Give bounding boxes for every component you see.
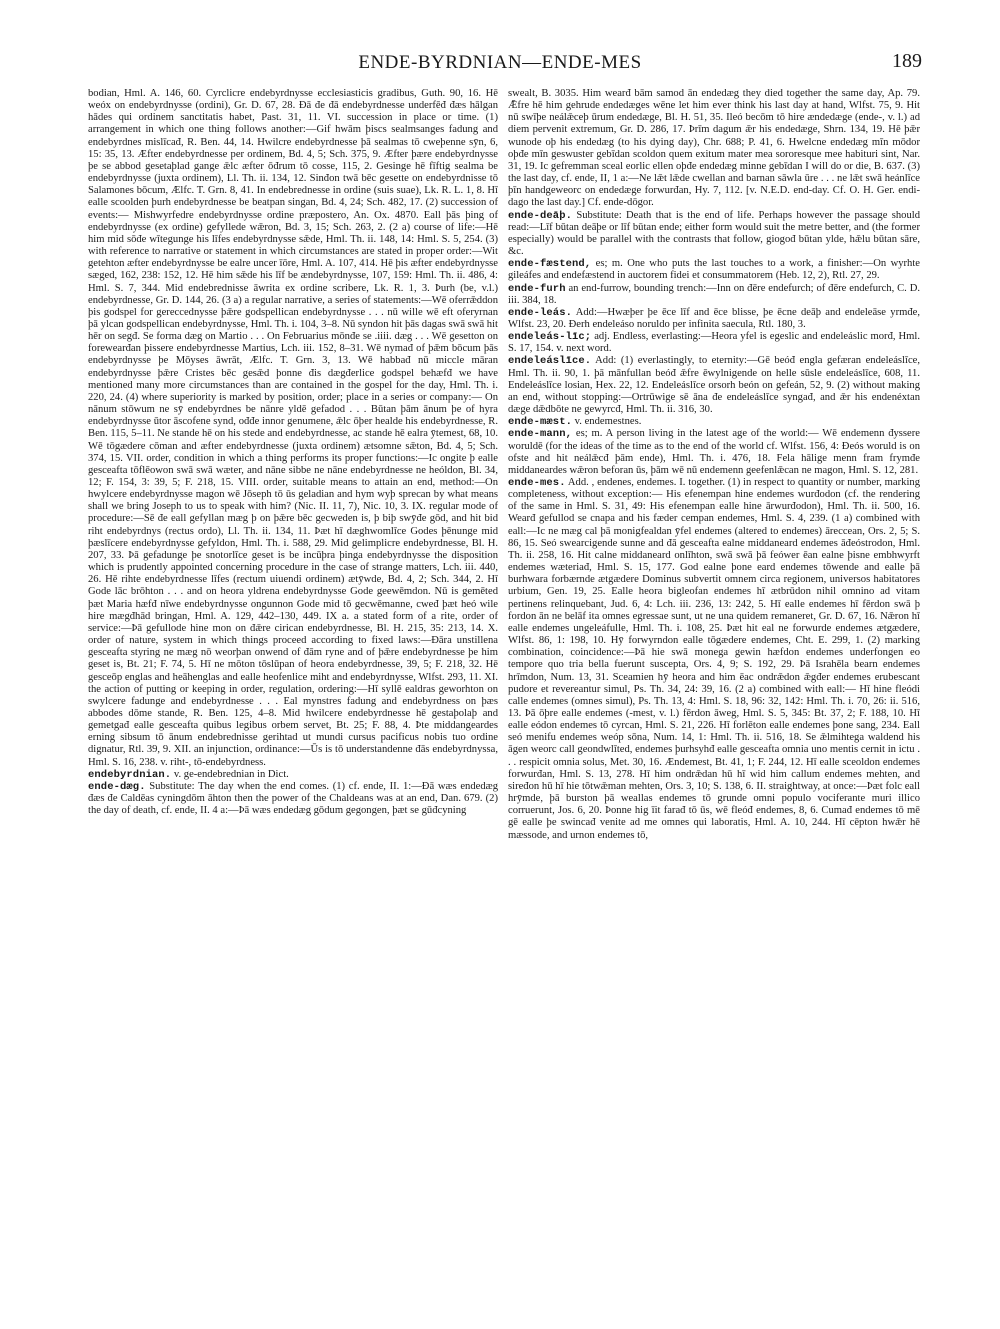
entry-headword: endeleás-līc;	[508, 331, 592, 344]
entry-text: bodian, Hml. A. 146, 60. Cyrclicre endebyrdnysse ecclesiasticis gradibus, Guth. 90, 16. Hē weóx on endebyrdnysse (ordini), Gr. D. 67, 28. Đā đe đā endebyrdnesse underfēđ đæs hālgan hādes qui ordinem sanctitatis habet, Past. 31, 11. VI. succession in place or time. (1) arrangement in which one thing follows another:—Gif hwām þiscs sealmsanges fadung and endebyrdnes mislīcađ, R. Ben. 44, 14. Hwilcre endebyrdnesse þā sealmas tō cweþenne sȳn, 6, 15: 35, 13. Æfter endebyrdnesse per ordinem, Bd. 4, 5; Sch. 375, 9. Æfter þære endebyrdnysse þe se abbod gesetaþlad gange ǣlc æfter ōđrum tō cosse, 115, 2. Gesinge hē fīftig sealma be endebyrdnysse (juxta ordinem), Ll. Th. ii. 134, 12. Sinđon twā bēc gesette on endebyrdnisse tō Salamones bōcum, Ælfc. T. Grn. 8, 41. In endebrednesse in ordine (suis suae), Lk. R. L. 1, 8. Hī ealle scoolden þurh endebyrdnesse be beatpan singan, Bd. 4, 24; Sch. 482, 17. (2) succession of events:— Mishwyrfedre endebyrdnysse ordine præpostero, An. Ox. 4870. Eall þās þing of endebyrdnysse (ex ordine) gefyllede wǣron, Bd. 3, 15; Sch. 263, 2. (2 a) course of life:—Hē him mid sōđe wītegunge his līfes endebyrdnysse sǣde, Hml. Th. ii. 148, 14: Hml. S. 5, 254. (3) with reference to narrative or statement in which circumstances are stated in proper order:—Wit getehton æfter endebyrdnysse be ealre uncer īōre, Hml. A. 107, 414. Hē þis æfter endebyrdnysse sæged, 162, 238: 152, 12. Hē him sǣde his līf be ændebyrdnysse, 107, 159: Hml. Th. ii. 486, 4: Hml. S. 7, 344. Mid endebrednisse āwrita ex ordine scribere, Lk. R. 1, 3. Þurh (be, v.l.) endebyrdnesse, Gr. D. 144, 26. (3 a) a regular narrative, a series of statements:—Wē oferrǣddon þis godspel for gereccednysse þǣre godspellican endebyrdnysse . . . nū wille wē eft oferyrnan þā ylcan godspellican endebyrdnysse, Hml. Th. i. 104, 3–8. Nū syndon hit þās dagas swā swā hit hēr on segđ. Se forma dæg on Martio . . . On Februarius mōnđe se .iiii. dæg . . . Wē gesetton on forewearđan þissere endebyrdnesse Martius, Lch. iii. 152, 8–31. Wē nymađ of þǣm bōcum þās endebyrdnysse þe Mōyses āwrāt, Ælfc. T. Grn. 3, 13. Wē habbađ nū miccle māran endebyrdnysse þǣre Cristes bēc gesǣd þonne đis dægđerlice godspel behæfđ we have mentioned many more circumstances than are contained in the gospel for the day, Hml. Th. i. 220, 24. (4) where superiority is marked by position, order; place in a series or company:— On nānum stōwum ne sȳ endebyrdnes be nānre yldē gefadod . . . Būtan þām ānum þe of hyra endebyrdnysse ūtor āscofene synd, ođđe innor genumene, ǣlc ōþer healde his endebyrdnesse, R. Ben. 115, 5–11. Ne stande hē on his stede and endebyrdnesse, ac stande hē ealra ȳtemest, 68, 10. Wē tōgædere cōman and æfter endebyrdnesse (juxta ordinem) ætsomne sǣton, Bd. 4, 5; Sch. 374, 15. VII. order, condition in which a thing performs its proper functions:—Ic ongite þ ealle gesceafta tōflēowon swā swā wæter, and nāne sibbe ne nāne endebyrdnesse ne heóldon, Bl. 34, 12; F. 154, 3: 39, 5; F. 218, 15. VIII. order, suitable means to attain an end, method:—On hwylcere endebyrdnysse magon wē Jōseph tō ūs geladian and hym wyþ sprecan by what means shall we bring Joseph to us to speak with him? (Nic. II. 11, 7), Nic. 10, 3. IX. regular mode of procedure:—Sē đe eall gefyllan mæg þ on þǣre bēc gecweden is, þ biþ swȳđe gōd, and hit bid riht endebyrdnys (rectus ordo), Ll. Th. ii. 134, 11. Þæt hī dæghwomlīce Godes þēnunge mid þæslīcere endebyrdnysse gefyldon, Hml. Th. i. 588, 29. Mid gelimplicre endebyrdnesse, Bl. H. 207, 33. Þā gefadunge þe snotorlīce geset is be incūþra þinga endebyrdnysse the disposition which is prudently appointed concerning procedure in the case of strange matters, Lch. iii. 440, 26. Hē rihte endebyrdnesse līfes (rectum uiuendi ordinem) ætȳwde, Bd. 4, 2; Sch. 344, 2. Hī Gode lāc brōhton . . . and on heora yldrena endebyrdnysse Gode geewēmdon. Nū is gemēted þæt Maria hæfđ nīwe endebyrdnysse ongunnon Gode mid tō gecwēmanne, cweđ þæt heó wile hire mægđhād bringan, Hml. A. 129, 442–130, 449. IX a. a stated form of a rite, order of service:—Þā gefullode hine mon on đǣre cirican endebyrdnesse, Bl. H. 215, 35: 213, 14. X. order of nature, system in which things proceed according to fixed laws:—Đāra unstillena gesceafta styring ne mæg nō weorþan onwend of đām ryne and of þǣre endebyrdnesse þe him geset is, Bt. 21; F. 74, 5. Hī ne mōton tōslūpan of heora endebyrdnesse, 39, 5; F. 218, 32. Hē gesceōp englas and heāhenglas and ealle heofenlice miht and endebyrdnysse, Wlfst. 293, 11. XI. the action of putting or keeping in order, regulation, ordering:—Hī syllē ealdras geworhton on swylcere fadunge and endebyrdnesse . . . Eal mynstres fadung and endebyrdness on þæs abbodes dōme stande, R. Ben. 125, 4–8. Mid hwilcere endebyrdnesse hē gestaþolaþ and gemetgađ ealle gesceafta quibus legibus orbem servet, Bt. 25; F. 88, 4. Þte middangeardes erning sibsum tō ānum endebrednisse gerihtad ut mundi cursus pacificus nobis tuo ordine dignatur, Rtl. 39, 9. XII. an injunction, ordinance:—Ūs is tō understandenne đās endebyrdnyssa, Hml. S. 16, 238. v. riht-, tō-endebyrdness.	[88, 88, 498, 768]
running-title: ENDE-BYRDNIAN—ENDE-MES	[358, 52, 642, 73]
entry-text: Substitute: Death that is the end of life. Perhaps however the passage should read:—Līf būtan deāþe or līf būtan ende; either form would suit the metre better, and (the former especially) would be parallel with the contrasts that follow, giogođ būtan ylde, hǣlu būtan sāre, &c.	[508, 209, 920, 258]
entry-headword: ende-fæstend,	[508, 258, 592, 271]
dictionary-entry	[88, 781, 498, 817]
entry-text: v. endemestnes.	[574, 416, 642, 428]
entry-headword: ende-mæst.	[508, 416, 573, 429]
entry-headword: endebyrdnian.	[88, 768, 172, 781]
entry-headword: ende-furh	[508, 282, 566, 295]
dictionary-entry	[508, 283, 920, 307]
left-column	[88, 88, 498, 1258]
page-number: 189	[892, 50, 922, 72]
entry-text: Substitute: The day when the end comes. (1) cf. ende, II. 1:—Đā wæs endedæg đæs đe Caldēas cyningdōm āhton then the power of the Chaldeans was at an end, Dan. 679. (2) the day of death, cf. ende, II. 4 a:—Þā wæs endedæg gōdum gegongen, þæt se gūđcyning	[88, 780, 498, 817]
dictionary-entry	[508, 428, 920, 477]
entry-text: Add. , endenes, endemes. I. together. (1) in respect to quantity or number, marking completeness, without exception:— His efenempan hine endemes wurđodon (cf. the rendering of the same in Hml. S. 31, 49: His efenempan ealle hine ārwurđodon), Hml. Th. ii. 500, 16. Wearđ gefullod se cnapa and his fæder cempan endemes, Hml. S. 4, 239. (1 a) combined with eall:—Ic ne mæg cal þā monigfealdan ȳfel endemes (altered to endemes) āreccean, Ors. 2, 5; S. 86, 15. Seó swearcigende sunne and đā gesceafta ealne middaneard endemes āđeóstrodon, Hml. Th. ii. 258, 16. Hit calne middaneard onlīhton, swā swā þā feówer ēan ealne þisne embhwyrft endemes wæteriađ, Hml. S. 15, 177. God ealne þone eard endemes tōwende and ealle þā burhwara forbærnde ætgædere Dominus subvertit omnem circa regionem, universos habitatores urbium, Gen. 19, 25. Ealle heora bigleofan endemes hī ætbrūdon nihil omnino ad vitam pertinens relinquebant, Jud. 6, 4: Lch. iii. 236, 13: 242, 5. Hī ealle endemes hī fērdon swā þ fordon ān ne belāf ita omnes egressae sunt, ut ne una quidem remaneret, Gr. D. 67, 16. Nǣron hī ealle endemes ungeleáfulle, Hml. Th. i. 108, 25. Þæt hit eal ne forwurde endemes ætgædere, Wlfst. 86, 1: 198, 10. Hȳ forwyrndon ealle tōgædere endemes, Cht. E. 299, 1. (2) marking combination, coincidence:—Þā hie swā monega gewin hæfdon endemes underfongen eo tempore quo tria bella fuerunt suscepta, Ors. 4, 9; S. 192, 29. Þā Israhēla bearn endemes hrīmdon, Num. 13, 31. Sceamien hȳ heora and him ēac ondrǣdon ǣgđer endemes erubescant pudore et revereantur simul, Ps. Th. 34, 24: 39, 16. (2 a) combined with eall:— Hī hine fleódi calle endemes (omnes simul), Ps. Th. 13, 4: Hml. S. 18, 96: 32, 142: Hml. Th. i. 70, 26: ii. 516, 13. Þā ōþre ealle endemes (-mest, v. l.) fērdon āweg, Hml. S. 5, 345: Bt. 37, 2; F. 188, 10. Hī ealle eódon endemes tō cyrcan, Hml. S. 21, 226. Hī forlēton ealle endemes þone sang, 234. Eall seó menifu endemes weóp sōna, Num. 14, 1: Hml. Th. ii. 516, 18. Se ǣlmihtega waldend his āgen weorc call geondwlīted, endemes þurhsyhđ ealle gesceafta omnia uno mentis cernit in ictu . . . respicit omnia solus, Met. 30, 16. Ændemest, Bt. 41, 1; F. 244, 12. Hī ealle sceoldon endemes forwurđan, Hml. S. 13, 278. Hī him ondrǣdan hū hī wid him callum endemes mehten, and siređon hū hī hie tōtwǣman mehten, Ors. 3, 10; S. 138, 6. II. straightway, at once:—Þæt folc eall hrȳmde, þā burston þā weallas endemes tō grunde omni populo vociferante muri illico corruerunt, Jos. 6, 20. Þonne hig īit farađ tō ūs, wē fleóđ endemes, 8, 6. Cumađ endemes tō mē gē ealle þe swincađ venite ad me omnes qui laboratis, Hml. A. 10, 244. Hī cēpton hwǣr hē mæssode, and urnon endemes tō,	[508, 477, 920, 841]
dictionary-entry	[508, 331, 920, 355]
entry-text: es; m. A person living in the latest age of the world:— Wē endemenn đyssere woruldē (for the ideas of the time as to the end of the world cf. Wlfst. 156, 4: Đeós woruld is on ofste and hit neálǣcđ þām ende), Hml. Th. i. 476, 18. Fela hālige menn fram frymđe middaneardes wǣron beforan ūs, þām wē nū endemenn geefenlǣcan ne magon, Hml. S. 12, 281.	[508, 428, 920, 476]
entry-text: adj. Endless, everlasting:—Heora yfel is egeslic and endeleáslic morđ, Hml. S. 17, 154. v. next word.	[508, 331, 920, 355]
entry-headword: ende-dæg.	[88, 780, 146, 793]
entry-text: an end-furrow, bounding trench:—Inn on đēre endefurch; of đēre endefurch, C. D. iii. 384, 18.	[508, 282, 920, 306]
entry-headword: endeleáslīce.	[508, 355, 592, 368]
dictionary-entry	[508, 477, 920, 842]
dictionary-entry	[508, 88, 920, 210]
entry-text: v. ge-endebrednian in Dict.	[173, 768, 289, 780]
entry-text: Add:—Hwæþer þe ēce līf and ēce blisse, þe ēcne deāþ and endeleāse yrmđe, Wlfst. 23, 20. Đerh endeleáso noruldo per infinita saecula, Rtl. 180, 3.	[508, 306, 920, 330]
dictionary-entry	[88, 88, 498, 769]
dictionary-entry	[508, 258, 920, 282]
entry-headword: ende-leás.	[508, 306, 573, 319]
entry-text: Add: (1) everlastingly, to eternity:—Gē beóđ engla gefæran endeleáslīce, Hml. Th. ii. 90, 1. þā mānfullan beóđ ǣfre ēwylnigende on helle sūsle endeleáslīce, 608, 11. Endeleáslīce losian, Hex. 22, 12. Endeleáslīce orsorh beón on gefeán, 52, 9. (2) without making an end, without stopping:—Ortrūwige sē āna đe endeleáslīce syngađ, and ǣr his endenéxtan dæge dǣdbōte ne gewyrcđ, Hml. Th. ii. 316, 30.	[508, 355, 920, 416]
dictionary-entry	[508, 355, 920, 416]
entry-headword: ende-mann,	[508, 428, 573, 441]
dictionary-entry	[508, 210, 920, 259]
dictionary-entry	[508, 416, 920, 428]
dictionary-entry	[508, 307, 920, 331]
entry-headword: ende-deāþ.	[508, 209, 573, 222]
dictionary-entry	[88, 769, 498, 781]
entry-text: swealt, B. 3035. Him wearđ bām samod ān endedæg they died together the same day, Ap. 79. Ǣfre hē him gehrude endedæges wēne let him ever think his last day at hand, Wlfst. 75, 9. Hit nū swīþe neálǣceþ ūrum endedæge, Bl. H. 51, 35. Ileó becōm tō hire ændedæge (ende-, v. l.) ad diem pervenit extremum, Gr. D. 286, 17. Þrīm dagum ǣr his endedæge, Shrn. 134, 19. Hē þǣr wunode oþ his endedæg (to his dying day), Chr. 688; P. 41, 6. Hwelcne endedæg mīn mōdor oþđe mīn geswuster gebīdan scoldon quem exitum mater mea sororesque mee habituri sint, Nar. 31, 19. Ic gefremman sceal eorlic ellen oþđe endedæg minne gebīdan I will do or die, B. 637. (3) the last day, cf. ende, II, 1 a:—Ne lǣt lǣde cwellan and barnan sāwla ūre . . . ne lǣt swā heánlīce þīn handgeweorc on endedæge forwurđan, Hy. 7, 112. [v. N.E.D. end-day. Cf. O. H. Ger. endi-dago the last day.] Cf. ende-dōgor.	[508, 88, 920, 209]
entry-headword: ende-mes.	[508, 477, 566, 489]
right-column	[508, 88, 920, 1258]
entry-text: es; m. One who puts the last touches to a work, a finisher:—On wyrhte gileáfes and endefæstend in auctorem fidei et consummatorem (Heb. 12, 2), Rtl. 27, 29.	[508, 258, 920, 282]
